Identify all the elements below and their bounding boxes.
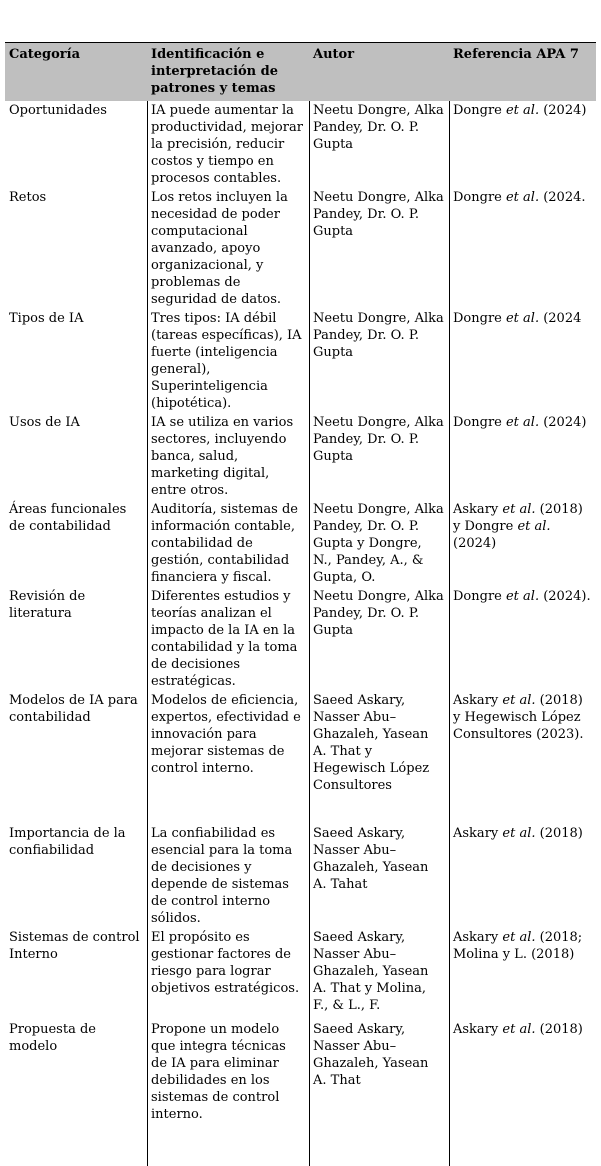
cell-categoria: Usos de IA — [9, 415, 80, 430]
table-body — [5, 101, 596, 1166]
cell-autor: Saeed Askary, Nasser Abu–Ghazaleh, Yasean A. That — [313, 1022, 429, 1088]
table-row — [5, 587, 596, 691]
table-row — [5, 413, 596, 500]
table-row — [5, 101, 596, 188]
column-header-referencia: Referencia APA 7 — [449, 43, 596, 101]
cell-identificacion: La confiabilidad es esencial para la toma de decisiones y depende de sistemas de control interno sólidos. — [151, 826, 293, 926]
cell-categoria: Modelos de IA para contabilidad — [9, 693, 138, 725]
cell-referencia: Askary et al. (2018; Molina y L. (2018) — [453, 930, 583, 962]
cell-categoria: Revisión de literatura — [9, 589, 86, 621]
cell-referencia: Dongre et al. (2024). — [453, 589, 591, 604]
table-header — [5, 43, 596, 101]
cell-categoria: Tipos de IA — [9, 311, 84, 326]
cell-categoria: Sistemas de control Interno — [9, 930, 140, 962]
table-row — [5, 824, 596, 928]
cell-referencia: Dongre et al. (2024) — [453, 103, 587, 118]
cell-categoria: Oportunidades — [9, 103, 107, 118]
cell-identificacion: Auditoría, sistemas de información contable, contabilidad de gestión, contabilidad financiera y fiscal. — [151, 502, 298, 585]
cell-autor: Saeed Askary, Nasser Abu–Ghazaleh, Yasean A. That y Molina, F., & L., F. — [313, 930, 429, 1013]
cell-categoria: Retos — [9, 190, 47, 205]
cell-autor: Neetu Dongre, Alka Pandey, Dr. O. P. Gupta — [313, 311, 444, 360]
cell-identificacion: Diferentes estudios y teorías analizan el impacto de la IA en la contabilidad y la toma de decisiones estratégicas. — [151, 589, 298, 689]
cell-referencia: Askary et al. (2018) y Dongre et al. (2024) — [453, 502, 583, 551]
cell-referencia: Dongre et al. (2024 — [453, 311, 582, 326]
cell-referencia: Askary et al. (2018) y Hegewisch López Consultores (2023). — [453, 693, 584, 742]
cell-identificacion: El propósito es gestionar factores de riesgo para lograr objetivos estratégicos. — [151, 930, 300, 996]
header-row — [5, 43, 596, 101]
cell-autor: Saeed Askary, Nasser Abu–Ghazaleh, Yasean A. That y Hegewisch López Consultores — [313, 693, 430, 793]
cell-referencia: Dongre et al. (2024. — [453, 190, 586, 205]
cell-autor: Neetu Dongre, Alka Pandey, Dr. O. P. Gupta — [313, 415, 444, 464]
cell-referencia: Askary et al. (2018) — [453, 826, 583, 841]
cell-autor: Neetu Dongre, Alka Pandey, Dr. O. P. Gupta y Dongre, N., Pandey, A., & Gupta, O. — [313, 502, 444, 585]
cell-referencia: Askary et al. (2018) — [453, 1022, 583, 1037]
cell-autor: Saeed Askary, Nasser Abu–Ghazaleh, Yasean A. Tahat — [313, 826, 429, 892]
cell-categoria: Áreas funcionales de contabilidad — [9, 502, 127, 534]
table-row — [5, 500, 596, 587]
cell-autor: Neetu Dongre, Alka Pandey, Dr. O. P. Gupta — [313, 103, 444, 152]
cell-autor: Neetu Dongre, Alka Pandey, Dr. O. P. Gupta — [313, 190, 444, 239]
cell-identificacion: Tres tipos: IA débil (tareas específicas), IA fuerte (inteligencia general), Superinteligencia (hipotética). — [151, 311, 302, 411]
table-row — [5, 309, 596, 413]
column-header-autor: Autor — [309, 43, 449, 101]
table-row — [5, 188, 596, 309]
table-row — [5, 691, 596, 824]
table-row — [5, 928, 596, 1020]
column-header-categoria: Categoría — [5, 43, 147, 101]
cell-categoria: Importancia de la confiabilidad — [9, 826, 126, 858]
literature-review-table — [5, 43, 596, 1166]
cell-identificacion: Los retos incluyen la necesidad de poder computacional avanzado, apoyo organizacional, y problemas de seguridad de datos. — [151, 190, 288, 307]
cell-identificacion: Modelos de eficiencia, expertos, efectividad e innovación para mejorar sistemas de control interno. — [151, 693, 301, 776]
cell-autor: Neetu Dongre, Alka Pandey, Dr. O. P. Gupta — [313, 589, 444, 638]
cell-referencia: Dongre et al. (2024) — [453, 415, 587, 430]
cell-identificacion: Propone un modelo que integra técnicas de IA para eliminar debilidades en los sistemas de control interno. — [151, 1022, 286, 1122]
table-row — [5, 1020, 596, 1166]
cell-categoria: Propuesta de modelo — [9, 1022, 96, 1054]
column-header-identificacion: Identificación e interpretación de patrones y temas — [147, 43, 309, 101]
cell-identificacion: IA puede aumentar la productividad, mejorar la precisión, reducir costos y tiempo en procesos contables. — [151, 103, 303, 186]
cell-identificacion: IA se utiliza en varios sectores, incluyendo banca, salud, marketing digital, entre otros. — [151, 415, 294, 498]
